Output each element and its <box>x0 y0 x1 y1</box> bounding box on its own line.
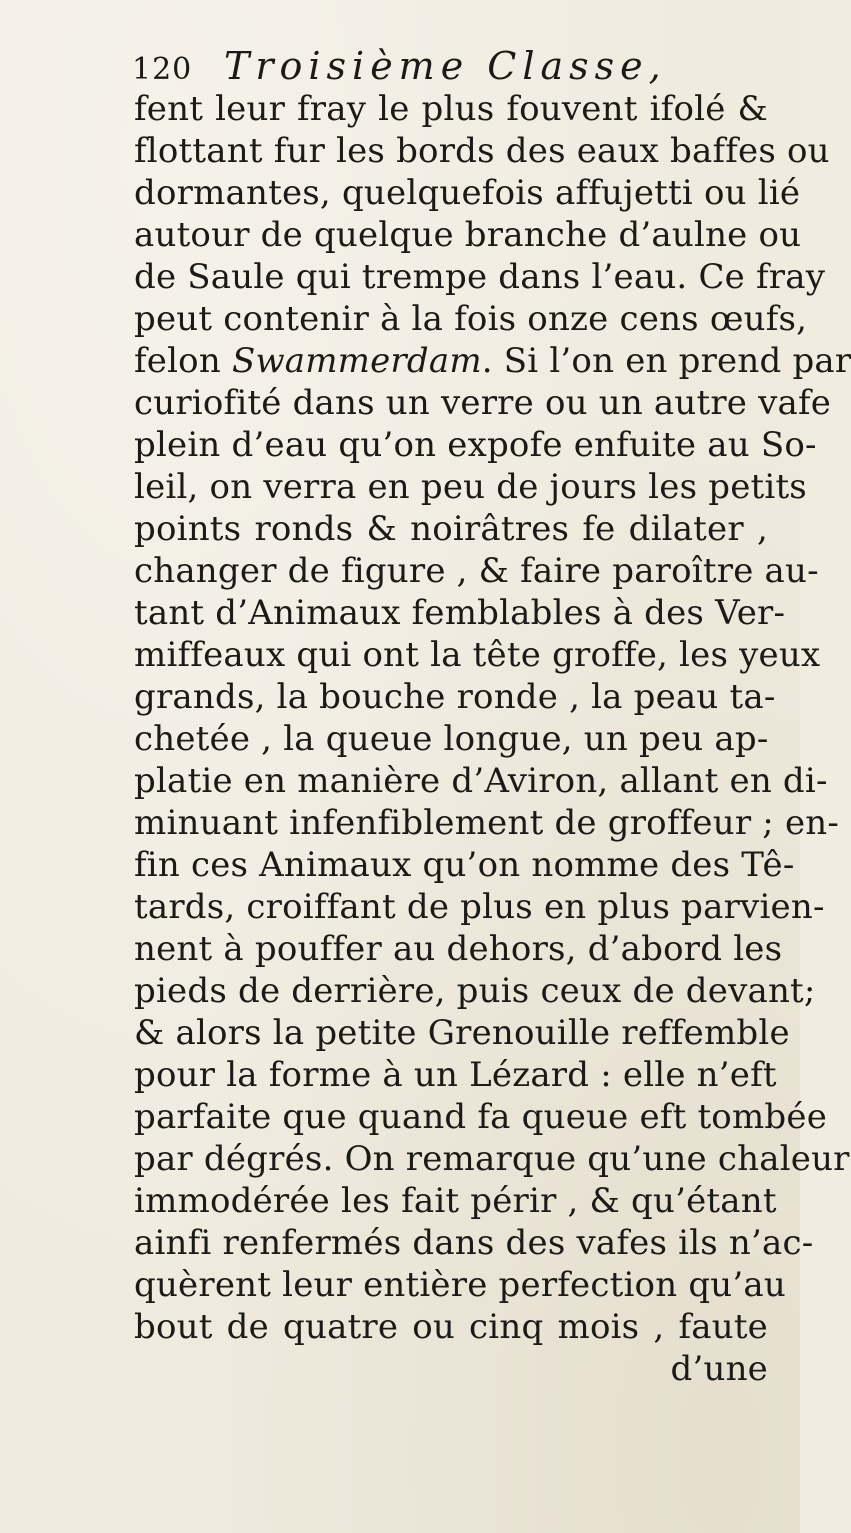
text-line: pour la forme à un Lézard : elle n’eft <box>134 1055 777 1095</box>
text-line: changer de figure , & faire paroître au- <box>134 551 819 591</box>
text-line-with-italic <box>134 340 851 382</box>
text-line: bout de quatre ou cinq mois , faute <box>134 1307 768 1347</box>
text-line: leil, on verra en peu de jours les petits <box>134 467 807 507</box>
text-line: par dégrés. On remarque qu’une chaleur <box>134 1139 850 1179</box>
author-name-italic: Swammerdam <box>231 341 482 381</box>
text-line: grands, la bouche ronde , la peau ta- <box>134 677 776 717</box>
text-line: ainfi renfermés dans des vafes ils n’ac- <box>134 1223 814 1263</box>
text-line: de Saule qui trempe dans l’eau. Ce fray <box>134 257 826 297</box>
text-line: & alors la petite Grenouille reffemble <box>134 1013 790 1053</box>
text-line: quèrent leur entière perfection qu’au <box>134 1265 786 1305</box>
text-line: platie en manière d’Aviron, allant en di- <box>134 761 828 801</box>
text-segment: felon <box>134 341 221 381</box>
text-line: dormantes, quelquefois affujetti ou lié <box>134 173 801 213</box>
text-line: chetée , la queue longue, un peu ap- <box>134 719 769 759</box>
catchword: d’une <box>670 1349 768 1389</box>
text-line: plein d’eau qu’on expofe enfuite au So- <box>134 425 817 465</box>
text-line: immodérée les fait périr , & qu’étant <box>134 1181 777 1221</box>
text-line: minuant infenfiblement de groffeur ; en- <box>134 803 840 843</box>
text-line: curiofité dans un verre ou un autre vafe <box>134 383 832 423</box>
text-segment: . Si l’on en prend par <box>481 341 851 381</box>
text-line: peut contenir à la fois onze cens œufs, <box>134 299 808 339</box>
text-line: points ronds & noirâtres fe dilater , <box>134 509 768 549</box>
running-head: Troisième Classe, <box>224 44 667 88</box>
text-line: parfaite que quand fa queue eft tombée <box>134 1097 828 1137</box>
page-header <box>132 44 692 92</box>
text-line: flottant fur les bords des eaux baffes ou <box>134 131 830 171</box>
text-line: tards, croiffant de plus en plus parvien- <box>134 887 825 927</box>
text-line: pieds de derrière, puis ceux de devant; <box>134 971 816 1011</box>
page-number: 120 <box>132 52 193 87</box>
text-line: fin ces Animaux qu’on nomme des Tê- <box>134 845 795 885</box>
text-line: miffeaux qui ont la tête groffe, les yeux <box>134 635 821 675</box>
text-line: tant d’Animaux femblables à des Ver- <box>134 593 786 633</box>
text-line: autour de quelque branche d’aulne ou <box>134 215 802 255</box>
text-line: nent à pouffer au dehors, d’abord les <box>134 929 783 969</box>
text-line: fent leur fray le plus fouvent ifolé & <box>134 89 768 129</box>
body-text <box>134 88 851 1390</box>
